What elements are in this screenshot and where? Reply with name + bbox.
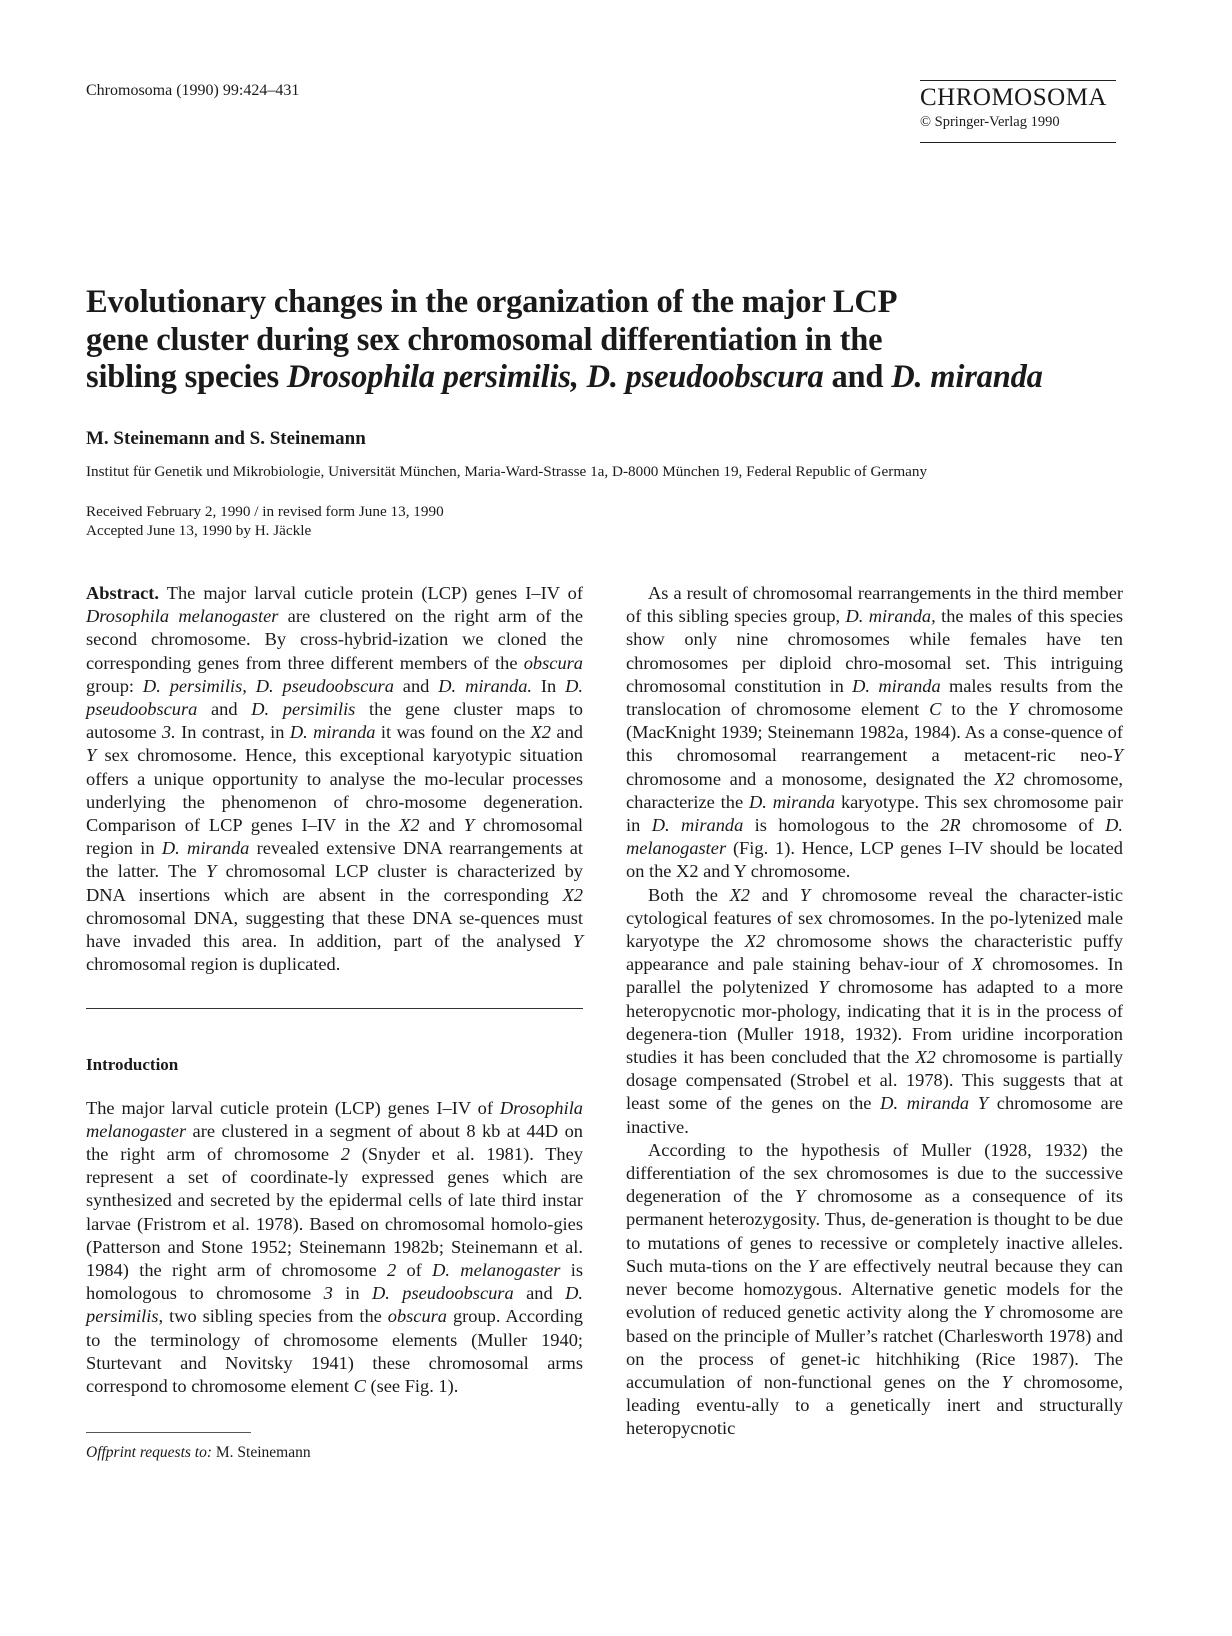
text-run: and [513,1283,566,1304]
text-run: chromosome of [960,815,1106,836]
text-run: chromosomal LCP cluster is characterized by DNA insertions which are absent in the corresponding [86,861,583,905]
text-run: and [750,884,800,905]
text-run: group. According to the terminology of chromosome elements (Muller 1940; Sturtevant and Novitsky 1941) these chromosomal arms correspond to chromosome element [86,1306,583,1397]
italic-text: D. miranda [852,675,941,696]
italic-text: D. miranda [289,722,376,743]
italic-text: Y [86,745,97,766]
italic-text: D. miranda [749,791,836,812]
italic-text: D. melanogaster [432,1260,561,1281]
text-run: karyotype. This sex chromosome pair in [626,791,1123,836]
text-run: chromosome are inactive. [626,1093,1123,1137]
text-run: two sibling species from the [163,1306,388,1327]
title-line: gene cluster during sex chromosomal differentiation in the [86,321,883,358]
text-run: males results from the translocation of chromosome element [626,675,1123,720]
text-run: chromosome are based on the principle of Muller’s ratchet (Charlesworth 1978) and on the process of genet-ic hitchhiking (Rice 1987). The accumulation of non-functional genes on the [626,1302,1123,1392]
journal-name: CHROMOSOMA [920,84,1107,111]
title-species: D. miranda [891,359,1043,395]
text-run: (Fig. 1). Hence, LCP genes I–IV should be located on the X2 and Y chromosome. [626,838,1123,882]
text-run: chromosome (MacKnight 1939; Steinemann 1982a, 1984). As a conse-quence of this chromosomal rearrangement a metacent-ric neo- [626,699,1123,766]
italic-text: Y [795,1186,806,1207]
accepted-date: Accepted June 13, 1990 by H. Jäckle [86,522,312,539]
text-run: Both the [648,884,730,905]
italic-text: Y [807,1255,818,1276]
italic-text: D. persimilis, [86,1283,583,1327]
text-run: the gene cluster maps to autosome [86,699,583,743]
received-date: Received February 2, 1990 / in revised form June 13, 1990 [86,503,444,520]
text-run: and [393,675,439,696]
right-column [626,582,1123,1441]
footnote-divider [86,1432,251,1433]
italic-text: X2 [744,931,766,952]
italic-text: X2 [562,884,583,905]
article-dates [86,502,444,540]
text-run: revealed extensive DNA rearrangements at the latter. The [86,838,583,882]
section-divider [86,1008,583,1009]
italic-text: D. miranda [651,815,744,836]
italic-text: X2 [399,815,420,836]
italic-text: D. persimilis [251,699,356,720]
italic-text: 3 [323,1283,333,1304]
text-run: In contrast, in [175,722,290,743]
text-run: the males of this species show only nine chromosomes while females have ten chromosomes per diploid chro-mosomal set. This intriguing chromosomal constitution in [626,606,1124,696]
text-run: (see Fig. 1). [365,1376,459,1397]
italic-text: D. miranda Y [880,1093,989,1114]
offprint-label: Offprint requests to: [86,1444,213,1462]
text-run: The major larval cuticle protein (LCP) genes I–IV of [86,1097,500,1118]
text-run: chromosome reveal the character-istic cytological features of sex chromosomes. In the po-lytenized male karyotype the [626,884,1123,952]
title-line: Evolutionary changes in the organization of the major LCP [86,284,898,320]
italic-text: 3. [161,722,176,743]
text-run: chromosomes. In parallel the polytenized [626,954,1123,998]
italic-text: X2 [994,768,1015,789]
body-paragraph [626,884,1123,1139]
italic-text: Y [572,931,583,952]
italic-text: Y [1007,699,1019,720]
text-run: As a result of chromosomal rearrangements in the third member of this sibling species group, [626,583,1123,627]
text-run: and [197,699,252,720]
italic-text: D. miranda. [438,675,532,696]
journal-masthead [920,80,1116,143]
text-run: (Snyder et al. 1981). They represent a set of coordinate-ly expressed genes which are synthesized and secreted by the epidermal cells of late third instar larvae (Fristrom et al. 1978). Based on chromosomal homolo-gies (Patterson and Stone 1952; Steinemann 1982b; Steinemann et al. 1984) the right arm of chromosome [86,1144,583,1281]
text-run: The major larval cuticle protein (LCP) genes I–IV of [159,583,583,603]
italic-text: Y [799,884,811,905]
text-run: sex chromosome. Hence, this exceptional karyotypic situation offers a unique opportunity to analyse the mo-lecular processes underlying the phenomenon of chro-mosome degeneration. Comparison of LCP genes I–IV in the [86,745,583,836]
body-paragraph [626,1139,1123,1441]
text-run: chromosome is partially dosage compensated (Strobel et al. 1978). This suggests that at least some of the genes on the [626,1047,1123,1114]
text-run: is homologous to the [743,815,941,836]
text-run: chromosome, characterize the [626,768,1123,812]
offprint-name: M. Steinemann [212,1444,311,1462]
italic-text: 2R [940,815,961,836]
text-run: chromosome shows the characteristic puffy appearance and pale staining behav-iour of [626,931,1123,975]
italic-text: D. persimilis, D. pseudoobscura [142,675,394,696]
copyright-line: © Springer-Verlag 1990 [920,112,1116,143]
italic-text: D. melanogaster [626,815,1123,859]
italic-text: D. pseudoobscura [86,675,584,720]
text-run: In [532,675,566,696]
italic-text: Y [818,977,829,998]
article-title [86,284,1146,397]
text-run: chromosomal DNA, suggesting that these DNA se-quences must have invaded this area. In addition, part of the analysed [86,907,583,952]
italic-text: obscura [523,652,583,673]
text-run: chromosome, leading eventu-ally to a genetically inert and structurally heteropycnotic [626,1371,1123,1439]
italic-text: Drosophila melanogaster [86,1097,583,1141]
text-run: chromosome as a consequence of its permanent heterozygosity. Thus, de-generation is thought to be due to mutations of genes to recessive or completely inactive alleles. Such muta-tions on the [626,1186,1123,1276]
italic-text: D. miranda, [845,606,936,627]
abstract-label: Abstract. [86,583,160,603]
text-run: chromosome has adapted to a more heteropycnotic mor-phology, indicating that it is in the process of degenera-tion (Muller 1918, 1932). From uridine incorporation studies it has been concluded that the [626,977,1123,1068]
italic-text: D. miranda [161,838,250,859]
italic-text: X2 [530,722,552,743]
introduction-heading: Introduction [86,1055,179,1075]
text-run: are clustered in a segment of about 8 kb at 44D on the right arm of chromosome [86,1120,583,1165]
body-paragraph [626,582,1123,884]
italic-text: Drosophila melanogaster [86,606,279,627]
title-species: Drosophila persimilis, D. pseudoobscura [286,359,824,395]
italic-text: C [929,699,942,720]
text-run: of [396,1260,433,1281]
italic-text: obscura [387,1306,448,1327]
text-run: and [551,722,583,743]
text-run: chromosomal region in [86,815,584,859]
text-run: and [419,815,464,836]
italic-text: Y [463,815,475,836]
italic-text: 2 [340,1144,350,1165]
abstract [86,582,583,976]
italic-text: X2 [729,884,751,905]
text-run: in [332,1283,372,1304]
text-run: are clustered on the right arm of the second chromosome. By cross-hybrid-ization we cloned the corresponding genes from three different members of the [86,606,583,673]
italic-text: Y [206,861,217,882]
italic-text: Y [983,1302,994,1323]
journal-citation: Chromosoma (1990) 99:424–431 [86,82,300,99]
title-text: sibling species [86,359,287,395]
left-column [86,582,583,1465]
italic-text: X [972,954,984,975]
italic-text: Y [1001,1371,1012,1392]
italic-text: C [353,1376,366,1397]
italic-text: 2 [386,1260,397,1281]
author-list: M. Steinemann and S. Steinemann [86,428,366,449]
text-run: According to the hypothesis of Muller (1928, 1932) the differentiation of the sex chromosomes is due to the successive degeneration of the [626,1139,1123,1207]
offprint-footnote [86,1441,583,1464]
text-run: chromosomal region is duplicated. [86,954,341,975]
text-run: are effectively neutral because they can never become homozygous. Alternative genetic models for the evolution of reduced genetic activity along the [626,1255,1123,1323]
author-affiliation: Institut für Genetik und Mikrobiologie, Universität München, Maria-Ward-Strasse 1a, D-8000 München 19, Federal Republic of Germany [86,463,928,480]
italic-text: X2 [915,1047,936,1068]
italic-text: Y [1112,745,1123,766]
text-run: chromosome and a monosome, designated the [626,768,995,789]
text-run: group: [86,675,143,696]
text-run: it was found on the [375,722,531,743]
title-line [86,359,1146,397]
text-run: is homologous to chromosome [86,1260,584,1304]
text-run: to the [941,699,1008,720]
italic-text: D. pseudoobscura [371,1283,514,1304]
title-text: and [823,359,892,395]
introduction-paragraph [86,1097,583,1399]
